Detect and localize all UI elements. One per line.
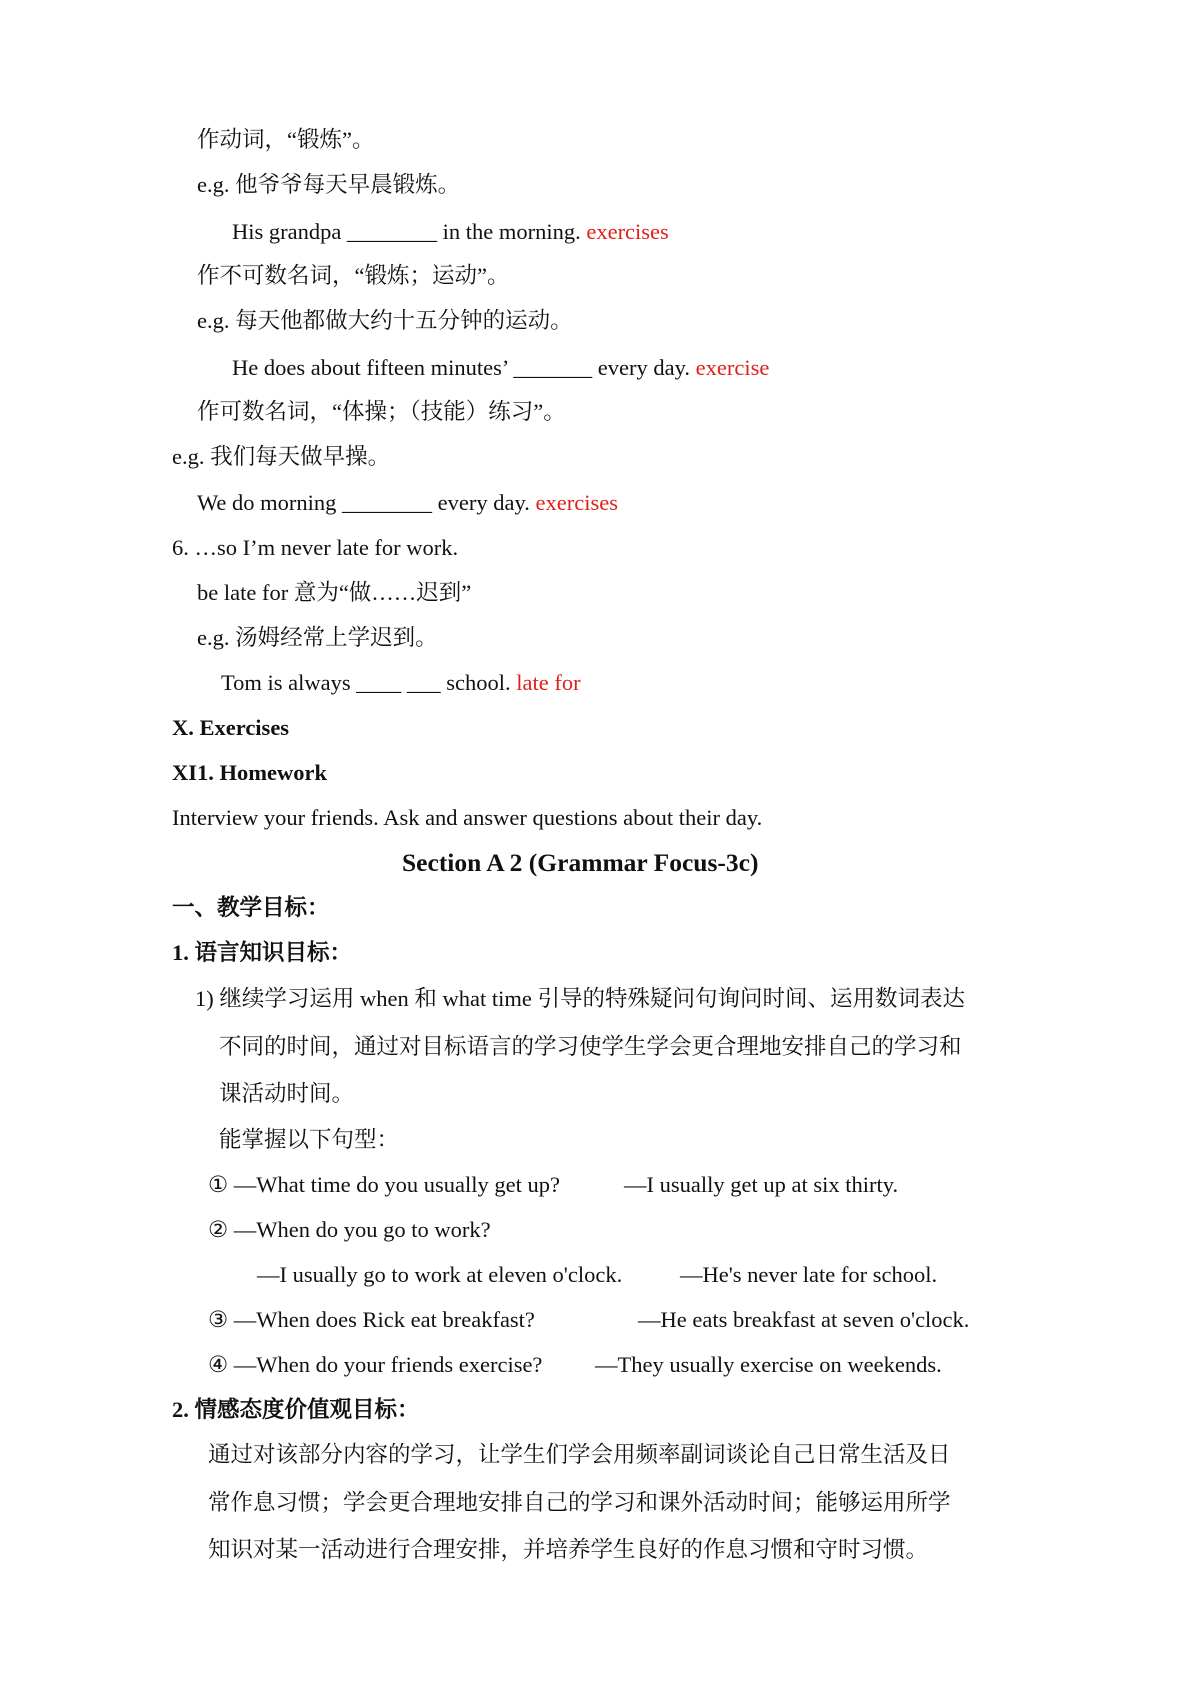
sentence-pattern: —I usually get up at six thirty. bbox=[624, 1172, 899, 1197]
exercise-line bbox=[232, 218, 669, 245]
exercise-line bbox=[197, 489, 618, 516]
text-line: Interview your friends. Ask and answer questions about their day. bbox=[172, 805, 763, 830]
subsection-heading: 1. 语言知识目标： bbox=[172, 940, 353, 965]
section-title: Section A 2 (Grammar Focus-3c) bbox=[402, 848, 759, 877]
example-line: e.g. 每天他都做大约十五分钟的运动。 bbox=[197, 308, 573, 333]
sentence-pattern: ④ —When do your friends exercise? bbox=[208, 1352, 543, 1377]
section-heading: XI1. Homework bbox=[172, 760, 327, 785]
example-line: e.g. 我们每天做早操。 bbox=[172, 444, 391, 469]
text-line: 课活动时间。 bbox=[219, 1081, 355, 1106]
exercise-prompt: His grandpa ________ in the morning. bbox=[232, 219, 587, 244]
answer-text: exercises bbox=[535, 490, 618, 515]
example-line: e.g. 汤姆经常上学迟到。 bbox=[197, 625, 438, 650]
text-line: 作不可数名词，“锻炼；运动”。 bbox=[197, 263, 510, 288]
answer-text: exercise bbox=[695, 355, 770, 380]
section-heading: X. Exercises bbox=[172, 715, 290, 740]
exercise-prompt: Tom is always ____ ___ school. bbox=[221, 670, 517, 695]
example-line: e.g. 他爷爷每天早晨锻炼。 bbox=[197, 172, 461, 197]
sentence-pattern: —They usually exercise on weekends. bbox=[595, 1352, 942, 1377]
text-line: 不同的时间，通过对目标语言的学习使学生学会更合理地安排自己的学习和 bbox=[219, 1034, 962, 1059]
section-heading: 一、教学目标： bbox=[172, 895, 330, 920]
sentence-pattern: ② —When do you go to work? bbox=[208, 1217, 491, 1242]
sentence-pattern: ① —What time do you usually get up? bbox=[208, 1172, 560, 1197]
exercise-prompt: We do morning ________ every day. bbox=[197, 490, 536, 515]
sentence-pattern: —He eats breakfast at seven o'clock. bbox=[638, 1307, 970, 1332]
item-heading: 6. …so I’m never late for work. bbox=[172, 535, 459, 560]
text-line: 常作息习惯；学会更合理地安排自己的学习和课外活动时间；能够运用所学 bbox=[208, 1490, 951, 1515]
text-line: be late for 意为“做……迟到” bbox=[197, 580, 472, 605]
exercise-line bbox=[232, 354, 769, 381]
sentence-pattern: —He's never late for school. bbox=[680, 1262, 938, 1287]
text-line: 知识对某一活动进行合理安排，并培养学生良好的作息习惯和守时习惯。 bbox=[208, 1537, 929, 1562]
text-line: 1) 继续学习运用 when 和 what time 引导的特殊疑问句询问时间、运用数词表达 bbox=[195, 986, 965, 1011]
text-line: 作可数名词，“体操；（技能）练习”。 bbox=[197, 399, 566, 424]
subsection-heading: 2. 情感态度价值观目标： bbox=[172, 1397, 420, 1422]
sentence-pattern: —I usually go to work at eleven o'clock. bbox=[257, 1262, 623, 1287]
answer-text: late for bbox=[516, 670, 581, 695]
answer-text: exercises bbox=[586, 219, 669, 244]
exercise-prompt: He does about fifteen minutes’ _______ every day. bbox=[232, 355, 696, 380]
sentence-pattern: ③ —When does Rick eat breakfast? bbox=[208, 1307, 535, 1332]
exercise-line bbox=[221, 669, 581, 696]
text-line: 通过对该部分内容的学习，让学生们学会用频率副词谈论自己日常生活及日 bbox=[208, 1442, 951, 1467]
text-line: 作动词，“锻炼”。 bbox=[197, 127, 375, 152]
text-line: 能掌握以下句型： bbox=[219, 1127, 400, 1152]
